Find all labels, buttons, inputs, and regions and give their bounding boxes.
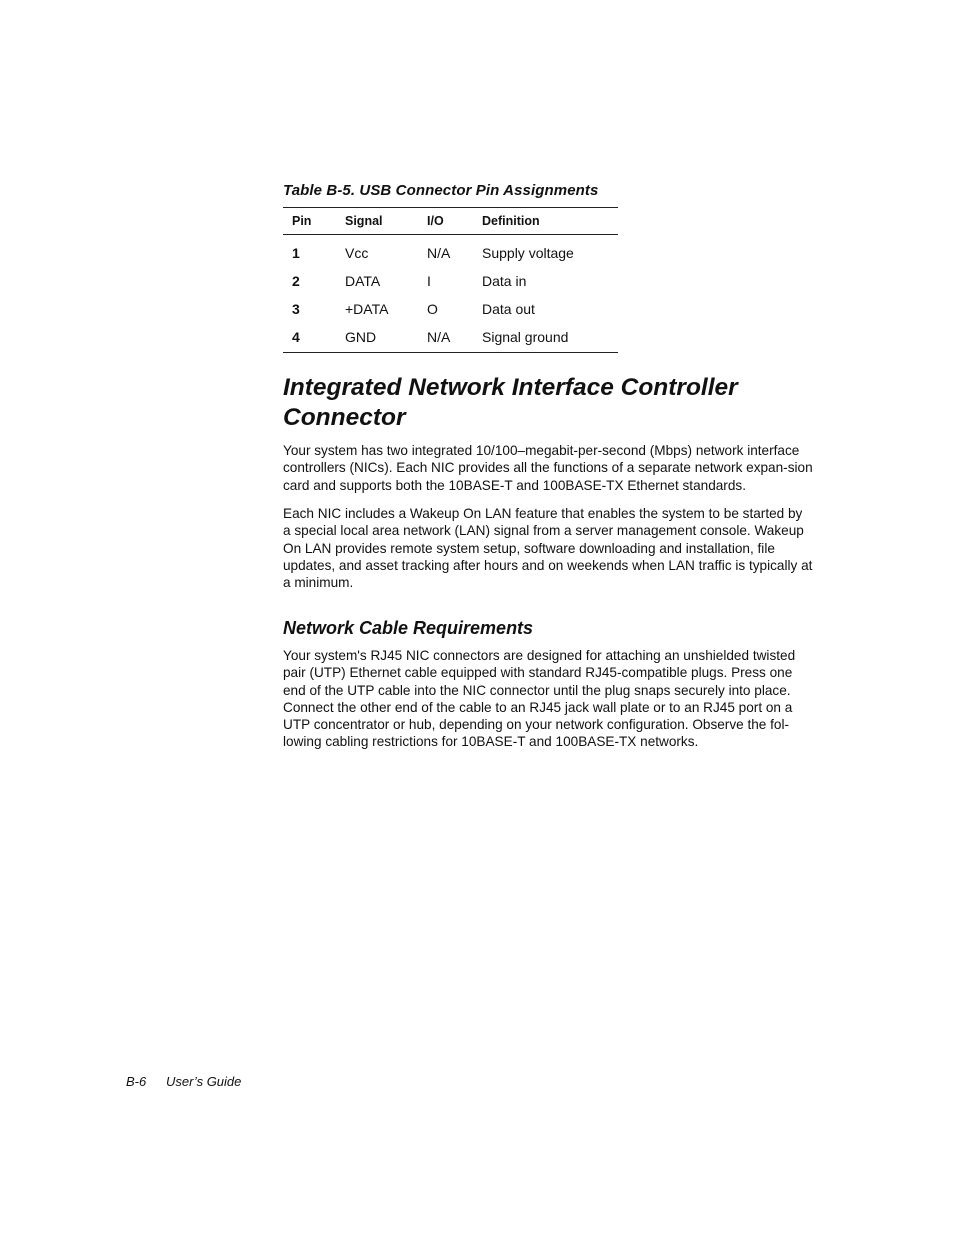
body-paragraph: Your system's RJ45 NIC connectors are designed for attaching an unshielded twisted pair (UTP) Ethernet cable equipped with standard RJ45-compatible plugs. Press one end of the UTP cable into the NIC connector until the plug snaps securely into place. Connect the other end of the cable to an RJ45 jack wall plate or to an RJ45 port on a UTP concentrator or hub, depending on your network configuration. Observe the fol-lowing cabling restrictions for 10BASE-T and 100BASE-TX networks. xyxy=(283,648,796,750)
cell-pin: 2 xyxy=(292,273,300,289)
subsection-heading: Network Cable Requirements xyxy=(283,618,534,638)
cell-signal: +DATA xyxy=(345,301,389,317)
table-header xyxy=(283,208,618,235)
cell-definition: Data in xyxy=(482,273,527,289)
cell-definition: Data out xyxy=(482,301,535,317)
cell-io: O xyxy=(427,301,438,317)
table-body xyxy=(283,235,618,353)
cell-definition: Signal ground xyxy=(482,329,569,345)
table-row xyxy=(283,235,618,268)
page-number: B-6 xyxy=(126,1074,147,1089)
header-io: I/O xyxy=(427,214,444,228)
cell-signal: GND xyxy=(345,329,377,345)
cell-io: I xyxy=(427,273,431,289)
header-pin: Pin xyxy=(292,214,312,228)
cell-signal: DATA xyxy=(345,273,381,289)
body-paragraph: Your system has two integrated 10/100–megabit-per-second (Mbps) network interface controllers (NICs). Each NIC provides all the functions of a separate network expan-sion card and supports both the 10BASE-T and 100BASE-TX Ethernet standards. xyxy=(283,443,813,493)
cell-io: N/A xyxy=(427,329,451,345)
cell-pin: 4 xyxy=(292,329,300,345)
table-header-row xyxy=(283,208,618,235)
cell-definition: Supply voltage xyxy=(482,245,574,261)
page-footer xyxy=(126,1074,241,1089)
cell-pin: 1 xyxy=(292,245,300,261)
cell-pin: 3 xyxy=(292,301,300,317)
table-row xyxy=(283,295,618,323)
cell-signal: Vcc xyxy=(345,245,369,261)
section-heading: Integrated Network Interface Controller Connector xyxy=(283,374,738,431)
usb-pin-table xyxy=(283,207,618,353)
table-caption: Table B-5. USB Connector Pin Assignments xyxy=(283,182,599,199)
table-row xyxy=(283,323,618,353)
cell-io: N/A xyxy=(427,245,451,261)
body-paragraph: Each NIC includes a Wakeup On LAN feature that enables the system to be started by a special local area network (LAN) signal from a server management console. Wakeup On LAN provides remote system setup, software downloading and installation, file updates, and asset tracking after hours and on weekends when LAN traffic is typically at a minimum. xyxy=(283,506,813,591)
header-definition: Definition xyxy=(482,214,540,228)
header-signal: Signal xyxy=(345,214,383,228)
table-row xyxy=(283,267,618,295)
document-title: User’s Guide xyxy=(166,1074,242,1089)
